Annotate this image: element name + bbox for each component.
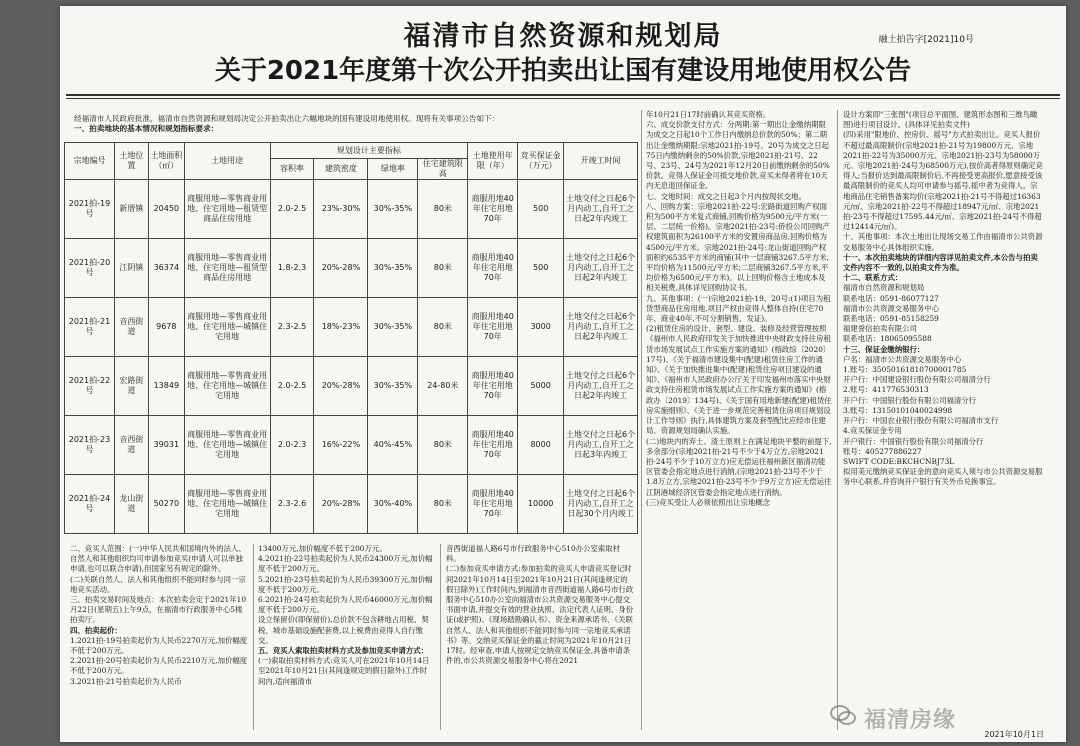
cell-location: 龙山街道 <box>114 475 148 534</box>
paragraph: 开户行：中国农业银行股份有限公司福清市支行 <box>843 416 999 426</box>
cell-far: 2.0-2.5 <box>270 180 314 239</box>
cell-use: 商服用地—零售商业用地、住宅用地—城镇住宅用地 <box>184 298 270 357</box>
paragraph: 十三、保证金缴纳银行： <box>843 344 925 354</box>
paragraph: 开户银行：中国银行股份有限公司福清分行 <box>843 436 984 446</box>
header-planning: 规划设计主要指标 <box>270 143 468 159</box>
table-row <box>65 475 638 534</box>
cell-height: 80米 <box>418 239 468 298</box>
paragraph: 十一、本次拍卖地块的详细内容详见拍卖文件,本公告与拍卖文件内容不一致的,以拍卖文件为准。 <box>843 252 1038 273</box>
paragraph: 3.2021拍-21号拍卖起价为人民币 <box>70 676 182 686</box>
paragraph: 开户行：中国银行股份有限公司福清分行 <box>843 395 977 405</box>
paragraph: (二)地块内的弃土、渣土原则上在满足地块平整的前提下,多余部分(宗地2021拍-21号不少于4万立方,宗地2021拍-24号不少于10万立方)应无偿运往福州新区福清功能区管委会指定地点进行消纳,(宗地2021拍-23号不少于1.8万立方,宗地2021拍-23号不少于9万立方)应无偿运往江阴港城经济区管委会指定地点进行消纳。 <box>646 436 832 497</box>
column-divider <box>837 110 838 730</box>
paragraph: 六、成交价款支付方式：分两期:第一期出让金缴纳期限为成交之日起10个工作日内缴纳总价款的50%；第二期出让金缴纳期限:宗地2021拍-19号、20号为成交之日起75日内缴纳剩余的50%价款,宗地2021拍-21号、22号、23号、24号为2021年12月20日前缴纳剩余的50%价款。竞得人保证金可抵交地价款,竞买未得者将在10天内无息退回保证金。 <box>646 120 830 191</box>
cell-use: 商服用地—零售商业用地、住宅用地—城镇住宅用地 <box>184 416 270 475</box>
cell-location: 江阴镇 <box>114 239 148 298</box>
cell-code: 2021拍-22号 <box>65 357 115 416</box>
paragraph: 十、其他事项：本次土地出让现场交易工作由福清市公共资源交易服务中心具体组织实施。 <box>843 232 1043 252</box>
cell-term: 商服用地40年住宅用地70年 <box>468 180 518 239</box>
cell-area: 20450 <box>148 180 184 239</box>
paragraph: 4.2021拍-22号拍卖起价为人民币24300万元,加价幅度不低于200万元。 <box>258 554 433 574</box>
paragraph: (四)采用"限地价、控房价、摇号"方式拍卖出让。竞买人报价不超过最高限制价(宗地2021拍-21号为19800万元、宗地2021拍-22号为35000万元、宗地2021拍-23号为58000万元、宗地2021拍-24号为68500万元),按价高者得原则确定竞得人;当报价达到最高限制价后,不再接受更高报价,愿意接受该最高限制价的竞买人均可申请参与摇号,摇中者为竞得人。宗地商品住宅销售备案均价(宗地2021拍-21号不得超过16363元/㎡、宗地2021拍-22号不得超过18947元/㎡、宗地2021拍-23号不得超过17595.44元/㎡、宗地2021拍-24号不得超过12414元/㎡)。 <box>843 130 1043 232</box>
cell-term: 商服用地40年住宅用地70年 <box>468 357 518 416</box>
cell-density: 20%-28% <box>314 239 368 298</box>
cell-deposit: 8000 <box>518 416 564 475</box>
cell-term: 商服用地40年住宅用地70年 <box>468 298 518 357</box>
cell-area: 9678 <box>148 298 184 357</box>
cell-location: 新厝镇 <box>114 180 148 239</box>
paragraph: 十二、联系方式： <box>843 273 903 283</box>
announcement-page <box>60 6 1066 742</box>
paragraph: 二、竞买人范围：(一)中华人民共和国境内外的法人、自然人和其他组织均可申请参加竞买(申请人可以单独申请,也可以联合申请),但国家另有规定的除外。 <box>70 544 246 574</box>
table-row <box>65 416 638 475</box>
paragraph: 1.账号：35050161810700001785 <box>843 365 967 375</box>
cell-start: 土地交付之日起6个月内动工,自开工之日起2年内竣工 <box>564 239 638 298</box>
cell-density: 23%-30% <box>314 180 368 239</box>
cell-code: 2021拍-19号 <box>65 180 115 239</box>
cell-green: 30%-35% <box>368 298 418 357</box>
cell-deposit: 10000 <box>518 475 564 534</box>
header-density: 建筑密度 <box>314 159 368 180</box>
paragraph: (一)索取拍卖材料方式:竞买人可在2021年10月14日至2021年10月21日(其间逢规定的假日除外)工作时间内,适向福清市 <box>258 656 430 686</box>
column-d <box>646 110 832 740</box>
paragraph: 福建誉信拍卖有限公司 <box>843 324 917 334</box>
paragraph: 2.账号：411776530313 <box>843 385 929 395</box>
paragraph: 福清市自然资源和规划局 <box>843 283 925 293</box>
paragraph: 3.账号：13150101040024998 <box>843 405 953 415</box>
header-green: 绿地率 <box>368 159 418 180</box>
column-e <box>843 110 1043 710</box>
wechat-icon <box>830 704 856 726</box>
paragraph: 四、拍卖起价： <box>70 625 122 635</box>
paragraph: 音西街道福人路6号市行政服务中心510办公室索取材料。 <box>446 544 621 564</box>
paragraph: 4.竞买保证金专用 <box>843 426 902 436</box>
cell-use: 商服用地—零售商业用地、住宅用地—租赁型商品住房用地 <box>184 239 270 298</box>
paragraph: 三、拍卖交易时间及地点：本次拍卖会定于2021年10月22日(星期五)上午9点，在福清市行政服务中心5楼拍卖厅。 <box>70 595 247 625</box>
cell-height: 24-80米 <box>418 357 468 416</box>
cell-deposit: 5000 <box>518 357 564 416</box>
page-subtitle: 关于2021年度第十次公开拍卖出让国有建设用地使用权公告 <box>214 56 912 86</box>
paragraph: 七、交地时间：成交之日起3个月内按现状交地。 <box>646 191 806 201</box>
column-c <box>446 544 634 740</box>
cell-far: 2.0-2.3 <box>270 416 314 475</box>
cell-term: 商服用地40年住宅用地70年 <box>468 475 518 534</box>
cell-height: 80米 <box>418 475 468 534</box>
paragraph: 1.2021拍-19号拍卖起价为人民币2270万元,加价幅度不低于200万元。 <box>70 635 248 656</box>
cell-use: 商服用地—零售商业用地、住宅用地—城镇住宅用地 <box>184 475 270 534</box>
watermark: 福清房缘 <box>864 708 957 733</box>
land-table <box>64 142 638 534</box>
cell-density: 16%-22% <box>314 416 368 475</box>
paragraph: 福清市公共资源交易服务中心 <box>843 303 940 313</box>
column-divider <box>253 544 254 730</box>
cell-start: 土地交付之日起6个月内动工,自开工之日起2年内竣工 <box>564 298 638 357</box>
cell-green: 30%-35% <box>368 239 418 298</box>
cell-location: 音西街道 <box>114 416 148 475</box>
paragraph: 账号：405277886227 <box>843 446 922 456</box>
table-row <box>65 180 638 239</box>
cell-height: 80米 <box>418 180 468 239</box>
title-rule-thin <box>66 98 1060 99</box>
cell-location: 音西街道 <box>114 298 148 357</box>
paragraph: 5.2021拍-23号拍卖起价为人民币39300万元,加价幅度不低于200万元。 <box>258 574 433 594</box>
paragraph: 八、回购方案：宗地2021拍-22号:宏路街道回购产权面积为500平方米复式商铺,回购价格为9500元/平方米(一层、二层统一价格)。宗地2021拍-23号:侨投公司回购产权建筑面积为26100平方米的安置房商品房,回购价格为4500元/平方米。宗地2021拍-24号:龙山街道回购产权面积约6535平方米的商铺(其中一层商铺3267.5平方米,平均价格为11500元/平方米;二层商铺3267.5平方米,平均价格为6500元/平方米)。以上回购价格含土地成本及相关税费,具体详见回购协议书。 <box>646 201 830 293</box>
table-header-row <box>65 143 638 159</box>
table-row <box>65 298 638 357</box>
paragraph: 6.2021拍-24号拍卖起价为人民币46000万元,加价幅度不低于200万元。 <box>258 595 433 615</box>
column-divider <box>440 544 441 730</box>
cell-deposit: 500 <box>518 180 564 239</box>
column-b <box>258 544 434 740</box>
header-term: 土地使用年限（年） <box>468 143 518 180</box>
cell-code: 2021拍-20号 <box>65 239 115 298</box>
header-height: 住宅建筑限高 <box>418 159 468 180</box>
cell-term: 商服用地40年住宅用地70年 <box>468 239 518 298</box>
page-title: 福清市自然资源和规划局 <box>403 21 723 52</box>
cell-green: 30%-40% <box>368 475 418 534</box>
intro-text <box>74 114 634 134</box>
paragraph: 五、竞买人索取拍卖材料方式及参加竞买申请方式： <box>258 646 428 656</box>
paragraph: (二)参加竞买申请方式:参加拍卖的竞买人申请竞买登记时间2021年10月14日至2021年10月21日(其间逢规定的假日除外)工作时间内,到福清市音西街道福人路6号市行政服务中心510办公室向福清市公共资源交易服务中心提交书面申请,并提交有效的营业执照、法定代表人证明、身份证(或护照)、《现场踏勘确认书》、资金来源承诺书、《关联自然人、法人和其他组织不能同时参与同一宗地竞买承诺书》等。交纳竞买保证金的截止时间为2021年10月21日17时。经审查,申请人按规定交纳竞买保证金,具备申请条件的,市公共资源交易服务中心将在2021 <box>446 564 634 666</box>
cell-start: 土地交付之日起6个月内动工,自开工之日起30个月内竣工 <box>564 475 638 534</box>
paragraph: 拟用美元缴纳竞买保证金的意向竞买人须与市公共资源交易服务中心联系,并咨询开户银行有关外币兑换事宜。 <box>843 467 1043 487</box>
cell-far: 2.0-2.5 <box>270 357 314 416</box>
table-row <box>65 239 638 298</box>
paragraph: 联系电话：0591-86077127 <box>843 293 939 303</box>
header-far: 容积率 <box>270 159 314 180</box>
document-number: 融土拍告字[2021]10号 <box>878 35 974 45</box>
cell-green: 40%-45% <box>368 416 418 475</box>
cell-area: 39031 <box>148 416 184 475</box>
cell-green: 30%-35% <box>368 180 418 239</box>
section-heading: 一、拍卖地块的基本情况和规划指标要求： <box>74 124 219 133</box>
cell-start: 土地交付之日起6个月内动工,自开工之日起2年内竣工 <box>564 180 638 239</box>
cell-deposit: 500 <box>518 239 564 298</box>
cell-code: 2021拍-21号 <box>65 298 115 357</box>
cell-code: 2021拍-23号 <box>65 416 115 475</box>
intro-sentence: 经福清市人民政府批准，福清市自然资源和规划局决定公开拍卖出让六幅地块的国有建设用地使用权。现将有关事项公告如下： <box>74 114 500 123</box>
paragraph: 开户行：中国建设银行股份有限公司福清分行 <box>843 375 991 385</box>
paragraph: (2)租赁住房的设计、套型、建设、装修及经营管理按照《福州市人民政府印发关于加快推进中央财政支持住房租赁市场发展试点工作实施方案的通知》(榕政综〔2020〕17号)、《关于福清市建设集中(配建)租赁住房工作的通知》、《关于加快推进集中(配建)租赁住房项目建设的通知》、《福州市人民政府办公厅关于印发福州市落实中央财政支持住房租赁市场发展试点工作实施方案的通知》(榕政办〔2019〕134号)、《关于国有用地新建(配建)租赁住房实施细则》、《关于进一步规范完善租赁住房项目规划设计工作导则》执行,具体建筑方案及套型配比应经市住建局、资源规划局确认实施。 <box>646 324 832 436</box>
cell-area: 50270 <box>148 475 184 534</box>
paragraph: 户名：福清市公共资源交易服务中心 <box>843 354 962 364</box>
header-area: 土地面积（㎡） <box>148 143 184 180</box>
header-deposit: 竞买保证金（万元） <box>518 143 564 180</box>
paragraph: 设立保留价(即保留价),总价款不包含耕地占用税、契税、城市基础设施配套费,以上税费由竞得人自行缴交。 <box>258 615 429 645</box>
header-use: 土地用途 <box>184 143 270 180</box>
paragraph: 年10月21日17时前确认其竞买资格。 <box>646 110 771 119</box>
cell-use: 商服用地—零售商业用地、住宅用地—城镇住宅用地 <box>184 357 270 416</box>
cell-height: 80米 <box>418 416 468 475</box>
paragraph: 九、其他事项：(一)宗地2021拍-19、20号:(1)项目为租赁型商品住房用地,项目产权由竞得人整体自持(住宅70年、商业40年,不可分割销售、发证)。 <box>646 293 831 324</box>
cell-far: 2.3-2.5 <box>270 298 314 357</box>
paragraph: 联系电话：0591-85158259 <box>843 314 939 324</box>
header-location: 土地位置 <box>114 143 148 180</box>
cell-area: 36374 <box>148 239 184 298</box>
cell-code: 2021拍-24号 <box>65 475 115 534</box>
cell-term: 商服用地40年住宅用地70年 <box>468 416 518 475</box>
cell-density: 20%-28% <box>314 475 368 534</box>
paragraph: 联系电话：18065095588 <box>843 334 932 344</box>
publish-date: 2021年10月1日 <box>984 730 1044 739</box>
cell-far: 1.8-2.3 <box>270 239 314 298</box>
cell-far: 2.3-2.6 <box>270 475 314 534</box>
cell-area: 13849 <box>148 357 184 416</box>
cell-height: 80米 <box>418 298 468 357</box>
table-row <box>65 357 638 416</box>
cell-location: 宏路街道 <box>114 357 148 416</box>
paragraph: 设计方案即"三张图"(项目总平面图、建筑形态图和三维鸟瞰图)进行项目设计。(具体详见拍卖文件) <box>843 110 1038 130</box>
cell-deposit: 3000 <box>518 298 564 357</box>
column-divider <box>641 110 642 730</box>
paragraph: (三)竞买受让人必须依照出让宗地概念 <box>646 497 771 507</box>
cell-green: 30%-35% <box>368 357 418 416</box>
title-rule <box>66 94 1060 96</box>
cell-start: 土地交付之日起6个月内动工,自开工之日起2年内竣工 <box>564 357 638 416</box>
header-start: 开竣工时间 <box>564 143 638 180</box>
header-code: 宗地编号 <box>65 143 115 180</box>
column-a <box>70 544 248 740</box>
paragraph: 2.2021拍-20号拍卖起价为人民币2210万元,加价幅度不低于200万元。 <box>70 656 248 676</box>
paragraph: 13400万元,加价幅度不低于200万元。 <box>258 544 387 553</box>
paragraph: SWIFT CODE:BKCHCNBJ73L <box>843 456 955 466</box>
cell-density: 18%-23% <box>314 298 368 357</box>
paragraph: (二)关联自然人、法人和其他组织不能同时参与同一宗地竞买活动。 <box>70 574 246 594</box>
cell-use: 商服用地—零售商业用地、住宅用地—租赁型商品住房用地 <box>184 180 270 239</box>
cell-density: 20%-28% <box>314 357 368 416</box>
cell-start: 土地交付之日起6个月内动工,自开工之日起3年内竣工 <box>564 416 638 475</box>
